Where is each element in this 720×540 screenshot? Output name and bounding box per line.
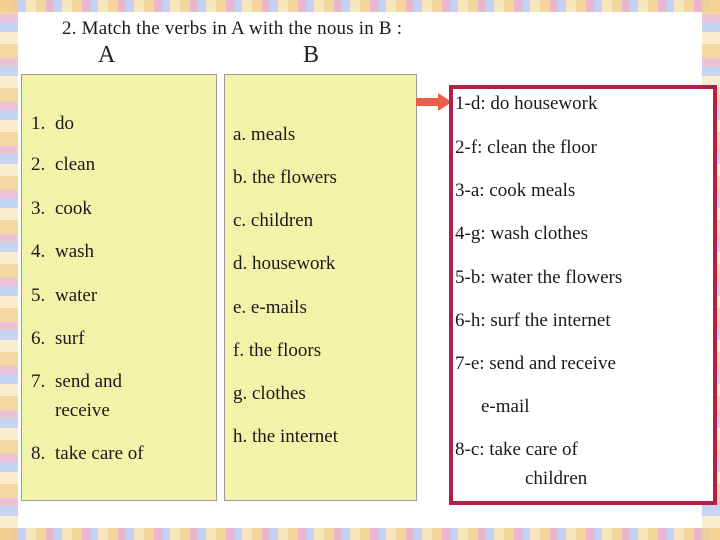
decorative-border-top <box>0 0 720 12</box>
noun-item: b. the flowers <box>233 167 337 188</box>
verb-item: 5. water <box>31 285 98 306</box>
answer-line: 8-c: take care of <box>455 439 578 460</box>
noun-item: a. meals <box>233 124 296 145</box>
exercise-title: 2. Match the verbs in A with the nous in B : <box>62 18 403 39</box>
answer-line: children <box>525 468 588 489</box>
answer-line: 4-g: wash clothes <box>455 223 588 244</box>
noun-item: f. the floors <box>233 340 322 361</box>
column-b-panel <box>224 74 417 501</box>
noun-item: e. e-mails <box>233 297 307 318</box>
column-b-heading: B <box>303 42 320 68</box>
answer-line: e-mail <box>481 396 530 417</box>
answer-line: 3-a: cook meals <box>455 180 576 201</box>
verb-item: 7. send and receive <box>31 371 123 421</box>
noun-item: d. housework <box>233 253 336 274</box>
answer-box <box>449 85 717 505</box>
verb-item: 8. take care of <box>31 443 144 464</box>
verb-item: 3. cook <box>31 198 92 219</box>
column-a-heading: A <box>98 42 116 68</box>
noun-item: g. clothes <box>233 383 306 404</box>
column-a-panel <box>21 74 217 501</box>
arrow-right-icon <box>416 93 452 111</box>
answer-line: 7-e: send and receive <box>455 353 616 374</box>
answer-line: 2-f: clean the floor <box>455 137 597 158</box>
answer-line: 6-h: surf the internet <box>455 310 611 331</box>
verb-item: 2. clean <box>31 154 96 175</box>
verb-item: 6. surf <box>31 328 85 349</box>
answer-line: 1-d: do housework <box>455 93 598 114</box>
decorative-border-bottom <box>0 528 720 540</box>
verb-item: 1. do <box>31 113 74 134</box>
decorative-border-left <box>0 0 18 540</box>
verb-item: 4. wash <box>31 241 95 262</box>
noun-item: c. children <box>233 210 314 231</box>
noun-item: h. the internet <box>233 426 338 447</box>
answer-line: 5-b: water the flowers <box>455 267 623 288</box>
